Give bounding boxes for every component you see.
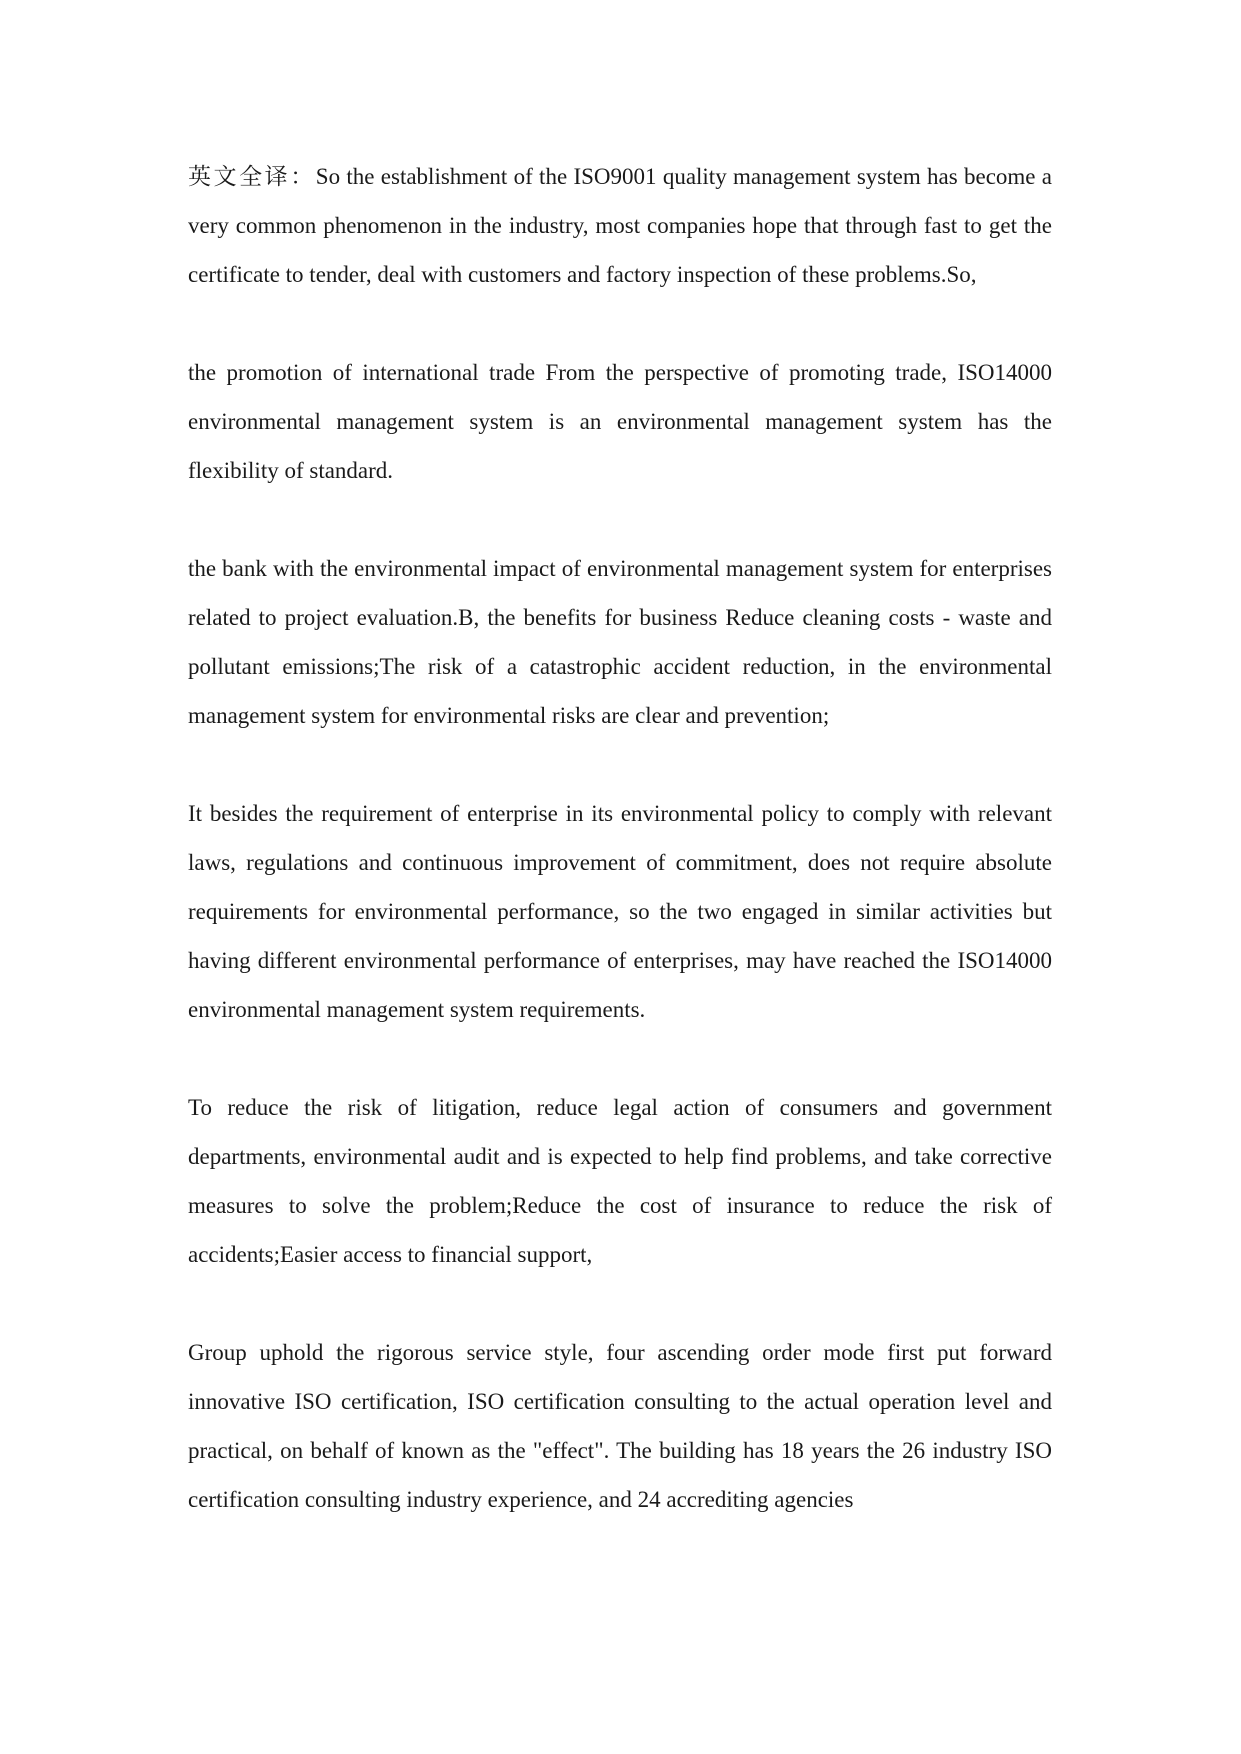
paragraph-1 xyxy=(188,152,1052,299)
paragraph-3: the bank with the environmental impact of environmental management system for enterprises related to project evaluation.B, the benefits for business Reduce cleaning costs - waste and pollutant emissions;The risk of a catastrophic accident reduction, in the environmental management system for environmental risks are clear and prevention; xyxy=(188,556,1052,728)
paragraph-1-text: So the establishment of the ISO9001 quality management system has become a very common phenomenon in the industry, most companies hope that through fast to get the certificate to tender, deal with customers and factory inspection of these problems.So, xyxy=(188,164,1053,287)
paragraph-2: the promotion of international trade From the perspective of promoting trade, ISO14000 environmental management system is an environmental management system has the flexibility of standard. xyxy=(188,360,1052,483)
document-page xyxy=(188,152,1052,1573)
translation-label: 英文全译： xyxy=(188,164,316,189)
paragraph-6: Group uphold the rigorous service style, four ascending order mode first put forward innovative ISO certification, ISO certification consulting to the actual operation level and practical, on behalf of known as the "effect". The building has 18 years the 26 industry ISO certification consulting industry experience, and 24 accrediting agencies xyxy=(188,1340,1052,1512)
paragraph-4: It besides the requirement of enterprise in its environmental policy to comply with relevant laws, regulations and continuous improvement of commitment, does not require absolute requirements for environmental performance, so the two engaged in similar activities but having different environmental performance of enterprises, may have reached the ISO14000 environmental management system requirements. xyxy=(188,801,1052,1022)
paragraph-5: To reduce the risk of litigation, reduce legal action of consumers and government departments, environmental audit and is expected to help find problems, and take corrective measures to solve the problem;Reduce the cost of insurance to reduce the risk of accidents;Easier access to financial support, xyxy=(188,1095,1052,1267)
